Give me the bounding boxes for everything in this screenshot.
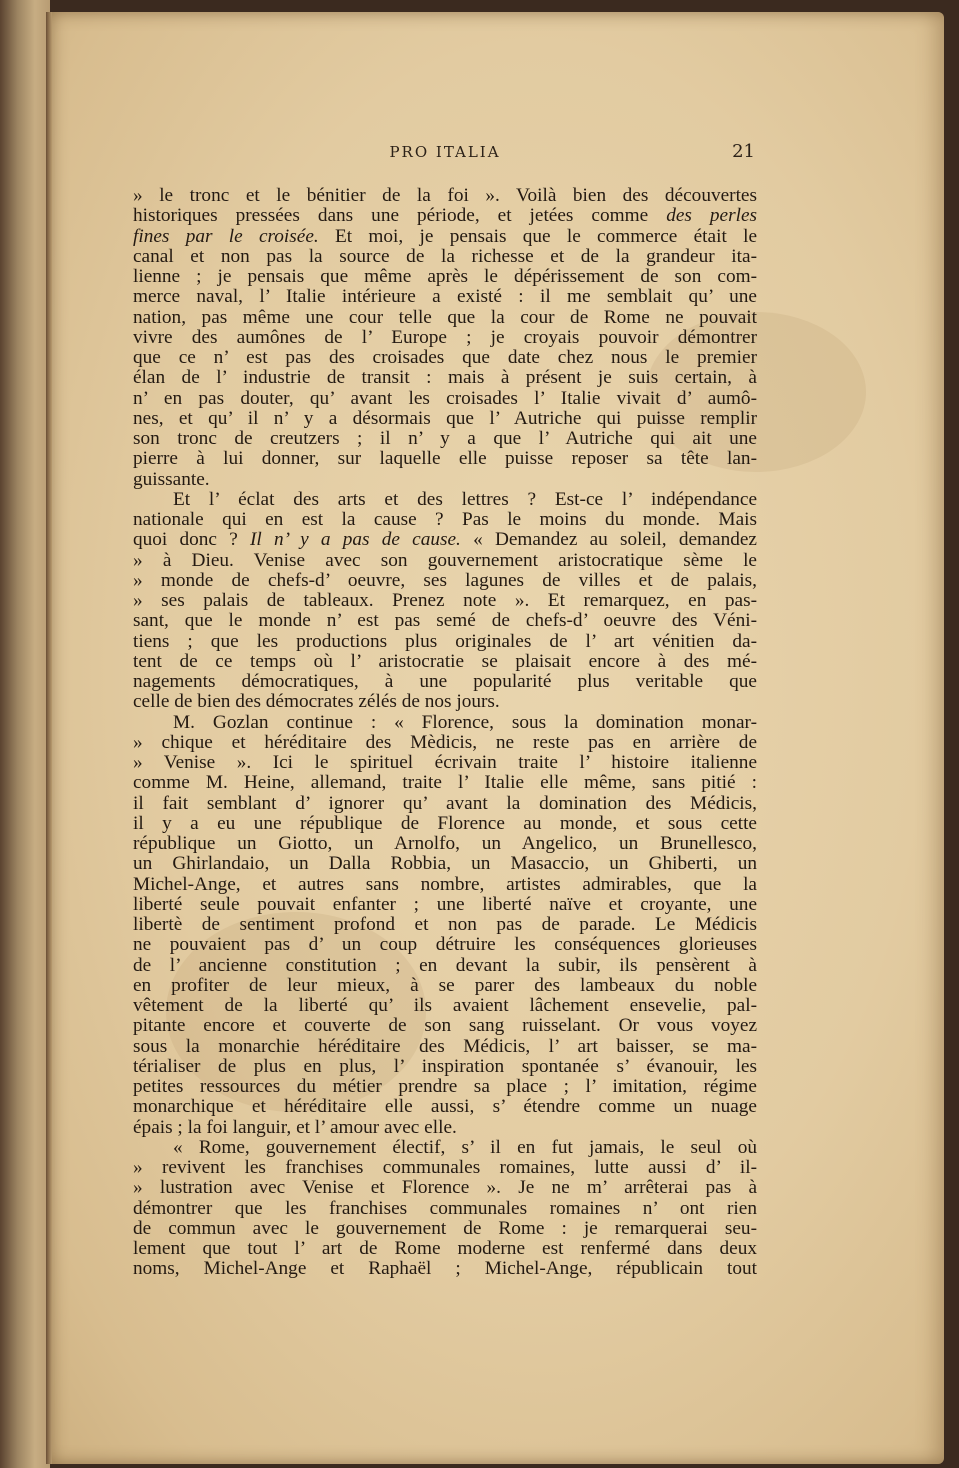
page-number: 21 <box>732 141 755 162</box>
text-line: merce naval, l’ Italie intérieure a existé : il me semblait qu’ une <box>133 287 757 308</box>
text-line: canal et non pas la source de la richesse et de la grandeur ita- <box>133 246 757 267</box>
text-line: son tronc de creutzers ; il n’ y a que l’ Autriche qui ait une <box>133 429 757 449</box>
text-line: » revivent les franchises communales romaines, lutte aussi d’ il- <box>133 1158 757 1178</box>
italic-phrase: fines par le croisée. <box>133 226 319 247</box>
text-line: élan de l’ industrie de transit : mais à présent je suis certain, à <box>133 368 757 389</box>
text-line: » à Dieu. Venise avec son gouvernement aristocratique sème le <box>133 550 757 571</box>
text-line: » ses palais de tableaux. Prenez note ». Et remarquez, en pas- <box>133 591 757 611</box>
text-line: lienne ; je pensais que même après le dépérissement de son com- <box>133 267 757 287</box>
text-line: vêtement de la liberté qu’ ils avaient lâchement ensevelie, pal- <box>133 996 757 1016</box>
text-line: fines par le croisée. Et moi, je pensais que le commerce était le <box>133 226 757 247</box>
italic-phrase: Il n’ y a pas de cause. <box>249 530 461 551</box>
text-line: n’ en pas douter, qu’ avant les croisades l’ Italie vivait d’ aumô- <box>133 388 757 409</box>
text-line: nation, pas même une cour telle que la cour de Rome ne pouvait <box>133 307 757 328</box>
text-line: quoi donc ? Il n’ y a pas de cause. « Demandez au soleil, demandez <box>133 530 757 551</box>
running-title: PRO ITALIA <box>389 143 501 161</box>
text-line: nes, et qu’ il n’ y a désormais que l’ Autriche qui puisse remplir <box>133 408 757 429</box>
body-text <box>133 186 757 1280</box>
text-line: il fait semblant d’ ignorer qu’ avant la domination des Médicis, <box>133 793 757 814</box>
text-line: noms, Michel-Ange et Raphaël ; Michel-Ange, républicain tout <box>133 1259 757 1280</box>
italic-phrase: des perles <box>666 206 757 227</box>
text-line: ne pouvaient pas d’ un coup détruire les conséquences glorieuses <box>133 935 757 956</box>
text-line: tiens ; que les productions plus originales de l’ art vénitien da- <box>133 631 757 652</box>
text-line: guissante. <box>133 469 210 490</box>
text-line: que ce n’ est pas des croisades que date chez nous le premier <box>133 348 757 368</box>
text-line: » Venise ». Ici le spirituel écrivain traite l’ histoire italienne <box>133 753 757 773</box>
text-line: M. Gozlan continue : « Florence, sous la domination monar- <box>173 712 757 733</box>
text-line: historiques pressées dans une période, et jetées comme des perles <box>133 206 757 227</box>
text-line: » monde de chefs-d’ oeuvre, ses lagunes de villes et de palais, <box>133 570 757 591</box>
text-line: démontrer que les franchises communales romaines n’ ont rien <box>133 1198 757 1219</box>
previous-page-edge <box>0 0 50 1468</box>
text-line: nagements démocratiques, à une popularité plus veritable que <box>133 672 757 692</box>
text-line: république un Giotto, un Arnolfo, un Angelico, un Brunellesco, <box>133 834 757 854</box>
text-line: pierre à lui donner, sur laquelle elle puisse reposer sa tête lan- <box>133 449 757 470</box>
text-line: comme M. Heine, allemand, traite l’ Italie elle même, sans pitié : <box>133 773 757 794</box>
text-line: » lustration avec Venise et Florence ». Je ne m’ arrêterai pas à <box>133 1178 757 1199</box>
text-line: Et l’ éclat des arts et des lettres ? Est-ce l’ indépendance <box>173 489 757 510</box>
text-line: Michel-Ange, et autres sans nombre, artistes admirables, que la <box>133 874 757 895</box>
text-line: petites ressources du métier prendre sa place ; l’ imitation, régime <box>133 1077 757 1097</box>
text-line: en profiter de leur mieux, à se parer des lambeaux du noble <box>133 975 757 996</box>
text-line: libertè de sentiment profond et non pas de parade. Le Médicis <box>133 915 757 935</box>
page-header <box>133 141 757 165</box>
text-line: monarchique et héréditaire elle aussi, s’ étendre comme un nuage <box>133 1097 757 1118</box>
text-line: celle de bien des démocrates zélés de nos jours. <box>133 692 500 713</box>
text-line: un Ghirlandaio, un Dalla Robbia, un Masaccio, un Ghiberti, un <box>133 854 757 875</box>
text-line: pitante encore et couverte de son sang ruisselant. Or vous voyez <box>133 1016 757 1037</box>
text-line: nationale qui en est la cause ? Pas le moins du monde. Mais <box>133 510 757 530</box>
text-line: térialiser de plus en plus, l’ inspiration spontanée s’ évanouir, les <box>133 1056 757 1077</box>
text-line: sous la monarchie héréditaire des Médicis, l’ art baisser, se ma- <box>133 1036 757 1057</box>
text-line: il y a eu une république de Florence au monde, et sous cette <box>133 813 757 834</box>
text-line: de l’ ancienne constitution ; en devant la subir, ils pensèrent à <box>133 955 757 976</box>
text-line: » chique et héréditaire des Mèdicis, ne reste pas en arrière de <box>133 732 757 753</box>
text-line: épais ; la foi languir, et l’ amour avec elle. <box>133 1117 457 1138</box>
text-line: vivre des aumônes de l’ Europe ; je croyais pouvoir démontrer <box>133 327 757 348</box>
text-line: sant, que le monde n’ est pas semé de chefs-d’ oeuvre des Véni- <box>133 611 757 632</box>
text-line: lement que tout l’ art de Rome moderne est renfermé dans deux <box>133 1239 757 1259</box>
spine-crease <box>46 12 52 1464</box>
text-line: » le tronc et le bénitier de la foi ». Voilà bien des découvertes <box>133 186 757 206</box>
text-line: liberté seule pouvait enfanter ; une liberté naïve et croyante, une <box>133 894 757 915</box>
text-line: de commun avec le gouvernement de Rome : je remarquerai seu- <box>133 1218 757 1239</box>
text-line: « Rome, gouvernement électif, s’ il en fut jamais, le seul où <box>173 1137 757 1158</box>
text-line: tent de ce temps où l’ aristocratie se plaisait encore à des mé- <box>133 651 757 672</box>
